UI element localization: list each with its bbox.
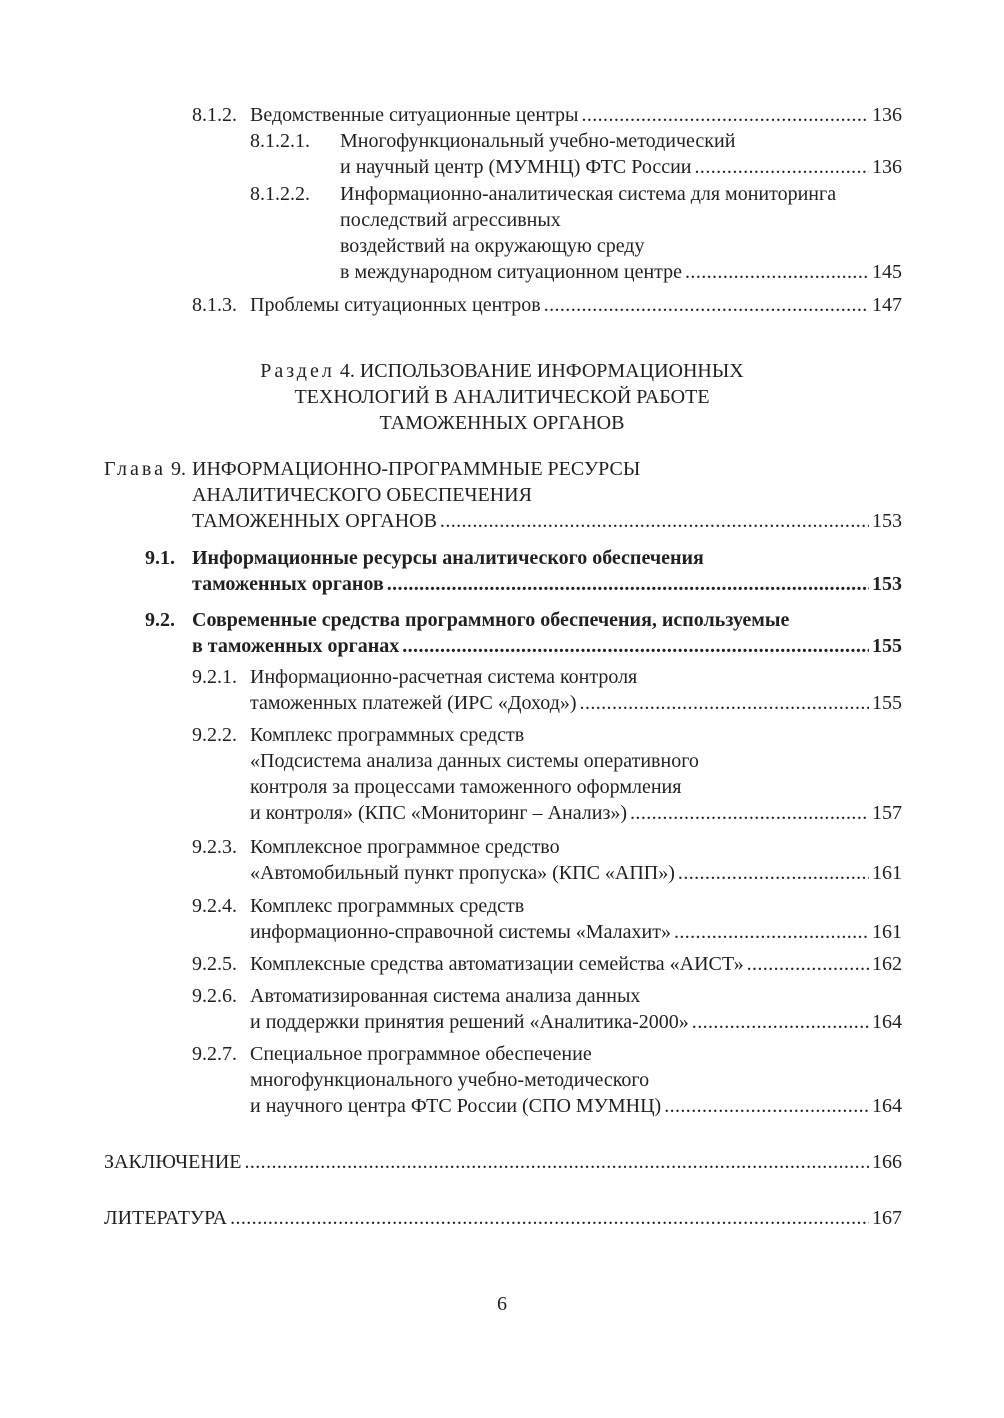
dot-leader [440, 508, 869, 534]
toc-entry-title: ЗАКЛЮЧЕНИЕ [104, 1151, 242, 1173]
toc-number: 9.1. [145, 547, 175, 569]
toc-page-number: 155 [872, 635, 902, 657]
toc-number: 9.2.6. [192, 985, 237, 1007]
chapter-title-line: ИНФОРМАЦИОННО-ПРОГРАММНЫЕ РЕСУРСЫ [192, 458, 641, 480]
dot-leader [674, 919, 869, 945]
toc-entry-line: Комплексное программное средство [250, 836, 560, 858]
toc-entry-title: Проблемы ситуационных центров [250, 294, 541, 316]
section-label: Раздел [260, 360, 335, 382]
toc-entry-literature[interactable] [104, 1205, 902, 1231]
toc-entry-title: Комплексные средства автоматизации семейства «АИСТ» [250, 953, 744, 975]
toc-entry-8-1-3[interactable] [250, 292, 902, 318]
toc-entry-line: контроля за процессами таможенного оформления [250, 776, 682, 798]
toc-entry-9-2-3[interactable] [250, 860, 902, 886]
dot-leader [581, 102, 869, 128]
dot-leader [544, 292, 869, 318]
toc-entry-title: и научный центр (МУМНЦ) ФТС России [340, 156, 692, 178]
toc-number: 9.2.2. [192, 724, 237, 746]
toc-entry-line: многофункционального учебно-методического [250, 1069, 650, 1091]
toc-entry-9-2[interactable] [192, 633, 902, 659]
toc-number: 8.1.3. [192, 294, 237, 316]
toc-entry-title: и контроля» (КПС «Мониторинг – Анализ») [250, 802, 628, 824]
toc-number: 8.1.2. [192, 104, 237, 126]
toc-page-number: 153 [872, 573, 902, 595]
toc-entry-title: Ведомственные ситуационные центры [250, 104, 579, 126]
dot-leader [580, 690, 869, 716]
toc-entry-8-1-2[interactable] [250, 102, 902, 128]
dot-leader [695, 154, 869, 180]
toc-page-number: 164 [872, 1095, 902, 1117]
toc-entry-line: Комплекс программных средств [250, 724, 525, 746]
dot-leader [747, 951, 869, 977]
toc-entry-title: информационно-справочной системы «Малахит» [250, 921, 671, 943]
dot-leader [402, 633, 869, 659]
toc-entry-line: Информационно-аналитическая система для мониторинга [340, 183, 837, 205]
toc-page-number: 155 [872, 692, 902, 714]
toc-number: 9.2.4. [192, 895, 237, 917]
toc-entry-9-2-1[interactable] [250, 690, 902, 716]
toc-entry-9-2-4[interactable] [250, 919, 902, 945]
toc-entry-line: последствий агрессивных [340, 209, 561, 231]
toc-entry-9-2-5[interactable] [250, 951, 902, 977]
toc-number: 9.2.5. [192, 953, 237, 975]
toc-number: 8.1.2.2. [250, 183, 310, 205]
toc-entry-line: Специальное программное обеспечение [250, 1043, 592, 1065]
dot-leader [692, 1009, 869, 1035]
toc-page-number: 162 [872, 953, 902, 975]
toc-entry-9-2-6[interactable] [250, 1009, 902, 1035]
toc-number: 9.2.3. [192, 836, 237, 858]
toc-entry-9-2-7[interactable] [250, 1093, 902, 1119]
toc-entry-line: Современные средства программного обеспечения, используемые [192, 609, 790, 631]
section-title-line: ТАМОЖЕННЫХ ОРГАНОВ [379, 412, 625, 434]
toc-entry-line: Информационно-расчетная система контроля [250, 666, 638, 688]
chapter-title-line: АНАЛИТИЧЕСКОГО ОБЕСПЕЧЕНИЯ [192, 484, 532, 506]
toc-entry-line: Информационные ресурсы аналитического обеспечения [192, 547, 704, 569]
toc-number: 8.1.2.1. [250, 130, 310, 152]
toc-entry-title: в международном ситуационном центре [340, 261, 683, 283]
toc-page-number: 136 [872, 104, 902, 126]
toc-page-number: 166 [872, 1151, 902, 1173]
dot-leader [230, 1205, 869, 1231]
toc-entry-9-2-2[interactable] [250, 800, 902, 826]
section-title-line: ТЕХНОЛОГИЙ В АНАЛИТИЧЕСКОЙ РАБОТЕ [294, 386, 710, 408]
toc-entry-title: в таможенных органах [192, 635, 400, 657]
toc-page-number: 161 [872, 921, 902, 943]
toc-page-number: 145 [872, 261, 902, 283]
toc-page-number: 161 [872, 862, 902, 884]
toc-page-number: 167 [872, 1207, 902, 1229]
dot-leader [387, 571, 869, 597]
toc-entry-conclusion[interactable] [104, 1149, 902, 1175]
toc-number: 9.2. [145, 609, 175, 631]
section-title-line: 4. ИСПОЛЬЗОВАНИЕ ИНФОРМАЦИОННЫХ [339, 360, 744, 382]
toc-entry-title: «Автомобильный пункт пропуска» (КПС «АПП») [250, 862, 675, 884]
toc-page-number: 136 [872, 156, 902, 178]
toc-entry-line: Автоматизированная система анализа данных [250, 985, 641, 1007]
toc-number: 9.2.7. [192, 1043, 237, 1065]
toc-page-number: 157 [872, 802, 902, 824]
dot-leader [244, 1149, 869, 1175]
toc-entry-8-1-2-2[interactable] [340, 259, 902, 285]
chapter-label: Глава 9. [104, 458, 186, 480]
dot-leader [630, 800, 869, 826]
toc-page-number: 164 [872, 1011, 902, 1033]
toc-number: 9.2.1. [192, 666, 237, 688]
toc-entry-line: Комплекс программных средств [250, 895, 525, 917]
toc-entry-title: таможенных органов [192, 573, 384, 595]
section-heading[interactable] [0, 358, 1004, 384]
toc-entry-line: Многофункциональный учебно-методический [340, 130, 736, 152]
dot-leader [685, 259, 869, 285]
toc-entry-chapter-9[interactable] [192, 508, 902, 534]
toc-entry-title: и поддержки принятия решений «Аналитика-2000» [250, 1011, 689, 1033]
toc-entry-title: таможенных платежей (ИРС «Доход») [250, 692, 577, 714]
page-number: 6 [497, 1293, 507, 1315]
toc-entry-title: и научного центра ФТС России (СПО МУМНЦ) [250, 1095, 662, 1117]
toc-entry-title: ЛИТЕРАТУРА [104, 1207, 228, 1229]
toc-entry-line: воздействий на окружающую среду [340, 235, 645, 257]
toc-page-number: 147 [872, 294, 902, 316]
toc-entry-9-1[interactable] [192, 571, 902, 597]
toc-page-number: 153 [872, 510, 902, 532]
toc-entry-8-1-2-1[interactable] [340, 154, 902, 180]
dot-leader [664, 1093, 869, 1119]
chapter-title-line: ТАМОЖЕННЫХ ОРГАНОВ [192, 510, 437, 532]
dot-leader [678, 860, 869, 886]
toc-entry-line: «Подсистема анализа данных системы оперативного [250, 750, 699, 772]
